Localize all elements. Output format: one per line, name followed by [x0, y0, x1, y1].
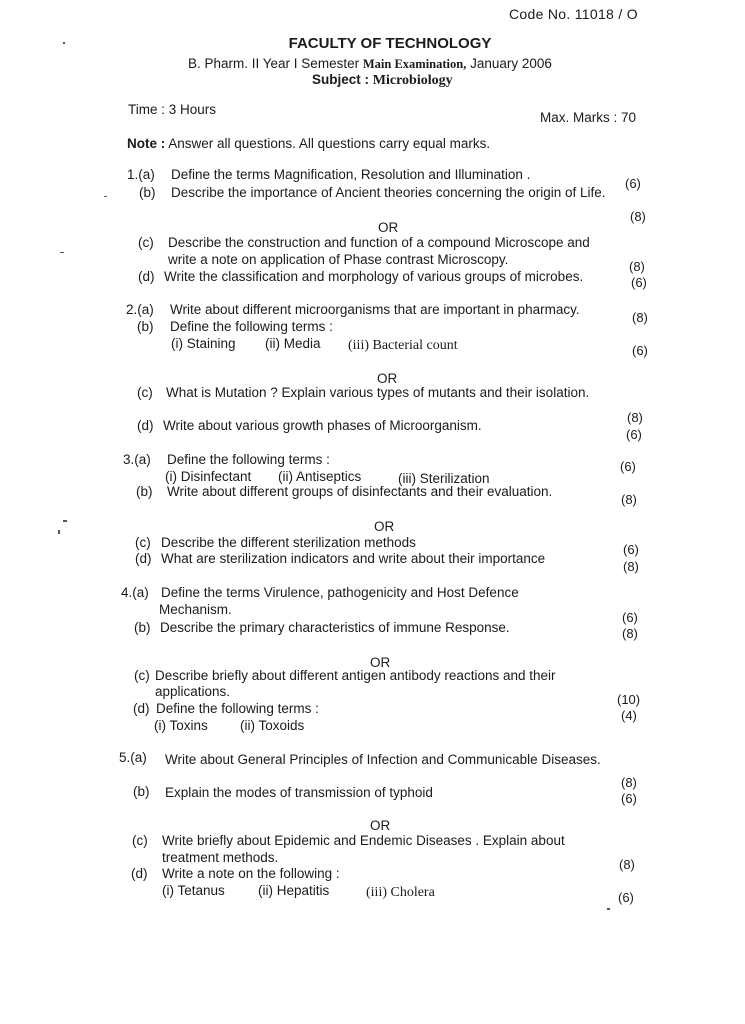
q5a-text: Write about General Principles of Infection and Communicable Diseases.: [165, 752, 601, 767]
q3d-text: What are sterilization indicators and write about their importance: [161, 551, 546, 566]
q4b-text: Describe the primary characteristics of immune Response.: [160, 620, 510, 635]
q2a-text: Write about different microorganisms that are important in pharmacy.: [170, 302, 580, 317]
q1c-marks: (8): [629, 259, 645, 274]
q4a-text-line1: Define the terms Virulence, pathogenicity and Host Defence: [161, 585, 519, 600]
subject-value: Microbiology: [372, 73, 453, 88]
q5d-label: (d): [131, 866, 148, 881]
q2b-term-1: (i) Staining: [171, 336, 236, 351]
q3a-term-3: (iii) Sterilization: [398, 471, 490, 486]
note-text: Answer all questions. All questions carry equal marks.: [168, 136, 491, 151]
q4d-term-2: (ii) Toxoids: [240, 718, 305, 733]
or-divider-4: OR: [370, 655, 391, 670]
q1b-text: Describe the importance of Ancient theories concerning the origin of Life.: [171, 185, 606, 200]
q1b-marks: (8): [630, 209, 646, 224]
note: [127, 136, 490, 151]
q3c-marks: (6): [623, 542, 639, 557]
exam-date: January 2006: [470, 56, 552, 71]
q1d-label: (d): [138, 269, 155, 284]
q2b-term-2: (ii) Media: [265, 336, 321, 351]
q2a-marks: (8): [632, 310, 648, 325]
q4b-marks: (8): [622, 626, 638, 641]
scan-speck: [607, 908, 610, 910]
q3b-label: (b): [136, 484, 153, 499]
exam-type: Main Examination,: [362, 57, 467, 71]
q3d-marks: (8): [623, 559, 639, 574]
or-divider-5: OR: [370, 818, 391, 833]
scan-speck: [104, 196, 107, 197]
q1c-text-line1: Describe the construction and function of a compound Microscope and: [168, 235, 590, 250]
course-line: [188, 56, 552, 72]
q4d-label: (d): [133, 701, 150, 716]
q4b-label: (b): [134, 620, 151, 635]
q4-number: 4.(a): [121, 585, 149, 600]
q2d-marks: (6): [626, 427, 642, 442]
q4c-text-line2: applications.: [155, 684, 231, 699]
q5c-text-line1: Write briefly about Epidemic and Endemic Diseases . Explain about: [162, 833, 565, 848]
or-divider-3: OR: [374, 519, 395, 534]
or-divider-1: OR: [378, 220, 399, 235]
scan-speck: [60, 252, 64, 253]
q5-number: 5.(a): [119, 750, 147, 765]
q1a-marks: (6): [625, 176, 641, 191]
q2d-text: Write about various growth phases of Microorganism.: [163, 418, 482, 433]
q4d-marks: (4): [621, 708, 637, 723]
q3a-marks: (6): [620, 459, 636, 474]
q2d-label: (d): [137, 418, 154, 433]
q5c-marks: (8): [619, 857, 635, 872]
q5c-text-line2: treatment methods.: [162, 850, 279, 865]
course-name: B. Pharm. II Year I Semester: [188, 56, 360, 71]
q4a-text-line2: Mechanism.: [159, 602, 232, 617]
code-number: Code No. 11018 / O: [509, 6, 638, 22]
q5d-term-1: (i) Tetanus: [162, 883, 225, 898]
q1a-text: Define the terms Magnification, Resolution and Illumination .: [171, 167, 531, 182]
q5b-label: (b): [133, 784, 150, 799]
q4c-text-line1: Describe briefly about different antigen antibody reactions and their: [155, 668, 556, 683]
q3b-marks: (8): [621, 492, 637, 507]
q1-number: 1.(a): [127, 167, 155, 182]
q2b-term-3: (iii) Bacterial count: [348, 338, 458, 353]
q3d-label: (d): [135, 551, 152, 566]
max-marks: Max. Marks : 70: [540, 110, 637, 125]
q4d-text: Define the following terms :: [156, 701, 319, 716]
q4c-label: (c): [134, 668, 150, 683]
q4d-term-1: (i) Toxins: [154, 718, 208, 733]
time-limit: Time : 3 Hours: [128, 102, 217, 117]
scan-speck: [58, 530, 60, 534]
q3c-text: Describe the different sterilization methods: [161, 535, 416, 550]
subject-label: Subject :: [312, 72, 370, 87]
or-divider-2: OR: [377, 371, 398, 386]
q5b-marks: (6): [621, 791, 637, 806]
q2c-text: What is Mutation ? Explain various types of mutants and their isolation.: [166, 385, 590, 400]
q4a-marks: (6): [622, 610, 638, 625]
subject-line: [312, 72, 453, 89]
q5b-text: Explain the modes of transmission of typhoid: [165, 785, 433, 800]
q1c-text-line2: write a note on application of Phase contrast Microscopy.: [168, 252, 509, 267]
q5d-text: Write a note on the following :: [162, 866, 340, 881]
q5d-term-2: (ii) Hepatitis: [258, 883, 330, 898]
q5c-label: (c): [132, 833, 148, 848]
q2c-marks: (8): [627, 410, 643, 425]
scan-speck: [63, 42, 65, 44]
q5d-marks: (6): [618, 890, 634, 905]
faculty-title: FACULTY OF TECHNOLOGY: [288, 35, 492, 52]
scan-speck: [63, 520, 67, 522]
q3a-term-2: (ii) Antiseptics: [278, 469, 362, 484]
q2b-marks: (6): [632, 343, 648, 358]
q3c-label: (c): [135, 535, 151, 550]
q1c-label: (c): [138, 235, 154, 250]
q1d-text: Write the classification and morphology of various groups of microbes.: [164, 269, 584, 284]
q4c-marks: (10): [617, 692, 641, 707]
note-label: Note :: [127, 136, 166, 151]
q2b-label: (b): [137, 319, 154, 334]
q2b-text: Define the following terms :: [170, 319, 333, 334]
q5d-term-3: (iii) Cholera: [366, 885, 435, 900]
q2c-label: (c): [137, 385, 153, 400]
q1b-label: (b): [139, 185, 156, 200]
q3a-text: Define the following terms :: [167, 452, 330, 467]
q2-number: 2.(a): [126, 302, 154, 317]
q5a-marks: (8): [621, 775, 637, 790]
q3a-term-1: (i) Disinfectant: [165, 469, 252, 484]
q3b-text: Write about different groups of disinfectants and their evaluation.: [167, 484, 553, 499]
q3-number: 3.(a): [123, 452, 151, 467]
q1d-marks: (6): [631, 275, 647, 290]
